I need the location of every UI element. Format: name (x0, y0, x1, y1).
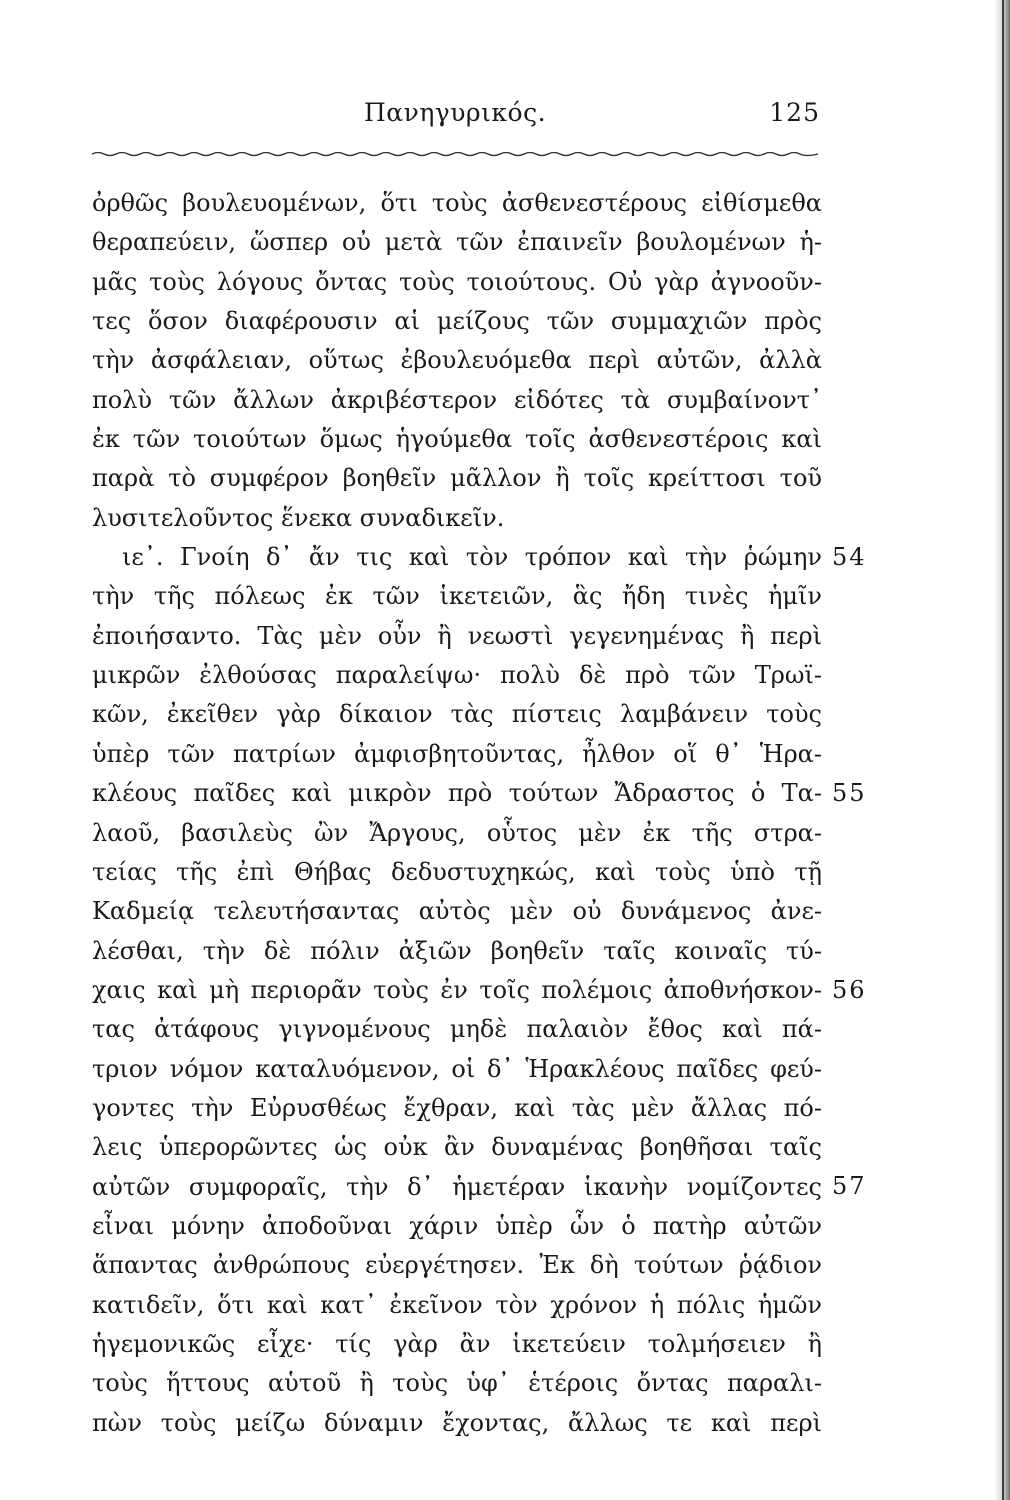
text-line: λυσιτελοῦντος ἕνεκα συναδικεῖν. (92, 503, 505, 532)
text-line: τείας τῆς ἐπὶ Θήβας δεδυστυχηκώς, καὶ τοὺς ὑπὸ τῇ (92, 857, 822, 886)
text-line: τας ἀτάφους γιγνομένους μηδὲ παλαιὸν ἔθος καὶ πά- (92, 1015, 822, 1044)
text-line: ὑπὲρ τῶν πατρίων ἀμφισβητοῦντας, ἦλθον οἵ θ᾽ Ἡρα- (92, 739, 822, 768)
text-line: λέσθαι, τὴν δὲ πόλιν ἀξιῶν βοηθεῖν ταῖς κοιναῖς τύ- (92, 936, 822, 965)
text-line: ιε᾽. Γνοίη δ᾽ ἄν τις καὶ τὸν τρόπον καὶ τὴν ῥώμην (122, 543, 822, 572)
running-head (90, 98, 820, 138)
section-number: 54 (832, 543, 867, 571)
section-number: 55 (832, 779, 867, 807)
text-line: χαις καὶ μὴ περιορᾶν τοὺς ἐν τοῖς πολέμοις ἀποθνήσκον- (92, 975, 822, 1004)
text-line: αὐτῶν συμφοραῖς, τὴν δ᾽ ἡμετέραν ἱκανὴν νομίζοντες (92, 1172, 822, 1201)
text-line: ἡγεμονικῶς εἶχε· τίς γὰρ ἂν ἱκετεύειν τολμήσειεν ἢ (92, 1329, 822, 1358)
text-line: Καδμείᾳ τελευτήσαντας αὐτὸς μὲν οὐ δυνάμενος ἀνε- (92, 897, 822, 926)
text-line: ὀρθῶς βουλευομένων, ὅτι τοὺς ἀσθενεστέρους εἰθίσμεθα (92, 189, 822, 217)
text-line: λεις ὑπερορῶντες ὡς οὐκ ἂν δυναμένας βοηθῆσαι ταῖς (92, 1133, 822, 1162)
text-line: εἶναι μόνην ἀποδοῦναι χάριν ὑπὲρ ὧν ὁ πατὴρ αὐτῶν (92, 1211, 822, 1240)
text-line: κατιδεῖν, ὅτι καὶ κατ᾽ ἐκεῖνον τὸν χρόνον ἡ πόλις ἡμῶν (92, 1290, 822, 1319)
text-line: τοὺς ἥττους αὑτοῦ ἢ τοὺς ὑφ᾽ ἑτέροις ὄντας παραλι- (92, 1369, 822, 1398)
text-line: πὼν τοὺς μείζω δύναμιν ἔχοντας, ἄλλως τε καὶ περὶ (92, 1408, 822, 1437)
section-number: 56 (832, 976, 867, 1004)
body-text (92, 184, 867, 1443)
text-line: τὴν τῆς πόλεως ἐκ τῶν ἱκετειῶν, ἃς ἤδη τινὲς ἡμῖν (92, 582, 822, 611)
text-line: λαοῦ, βασιλεὺς ὢν Ἄργους, οὗτος μὲν ἐκ τῆς στρα- (92, 818, 822, 847)
text-line: ἐκ τῶν τοιούτων ὅμως ἡγούμεθα τοῖς ἀσθενεστέροις καὶ (92, 425, 822, 454)
section-number: 57 (832, 1172, 867, 1200)
text-line: θεραπεύειν, ὥσπερ οὐ μετὰ τῶν ἐπαινεῖν βουλομένων ἡ- (92, 228, 822, 257)
text-line: μικρῶν ἐλθούσας παραλείψω· πολὺ δὲ πρὸ τῶν Τρωϊ- (92, 661, 822, 690)
text-line: παρὰ τὸ συμφέρον βοηθεῖν μᾶλλον ἢ τοῖς κρείττοσι τοῦ (92, 464, 822, 493)
text-line: κλέους παῖδες καὶ μικρὸν πρὸ τούτων Ἄδραστος ὁ Τα- (92, 779, 822, 808)
text-line: τὴν ἀσφάλειαν, οὕτως ἐβουλευόμεθα περὶ αὐτῶν, ἀλλὰ (92, 346, 822, 375)
text-line: ἅπαντας ἀνθρώπους εὐεργέτησεν. Ἐκ δὴ τούτων ῥᾴδιον (92, 1251, 822, 1280)
text-line: κῶν, ἐκεῖθεν γὰρ δίκαιον τὰς πίστεις λαμβάνειν τοὺς (92, 700, 822, 729)
text-line: τες ὅσον διαφέρουσιν αἱ μείζους τῶν συμμαχιῶν πρὸς (92, 307, 822, 336)
text-line: ἐποιήσαντο. Τὰς μὲν οὖν ἢ νεωστὶ γεγενημένας ἢ περὶ (92, 621, 822, 650)
text-line: γοντες τὴν Εὐρυσθέως ἔχθραν, καὶ τὰς μὲν ἄλλας πό- (92, 1093, 822, 1122)
page-number: 125 (769, 98, 820, 127)
text-line: πολὺ τῶν ἄλλων ἀκριβέστερον εἰδότες τὰ συμβαίνοντ᾽ (92, 385, 822, 414)
header-rule (92, 150, 818, 158)
page-edge-line (1002, 0, 1004, 1500)
text-line: μᾶς τοὺς λόγους ὄντας τοὺς τοιούτους. Οὐ γὰρ ἀγνοοῦν- (92, 267, 822, 296)
text-line: τριον νόμον καταλυόμενον, οἱ δ᾽ Ἡρακλέους παῖδες φεύ- (92, 1054, 822, 1083)
running-title: Πανηγυρικός. (363, 98, 547, 127)
